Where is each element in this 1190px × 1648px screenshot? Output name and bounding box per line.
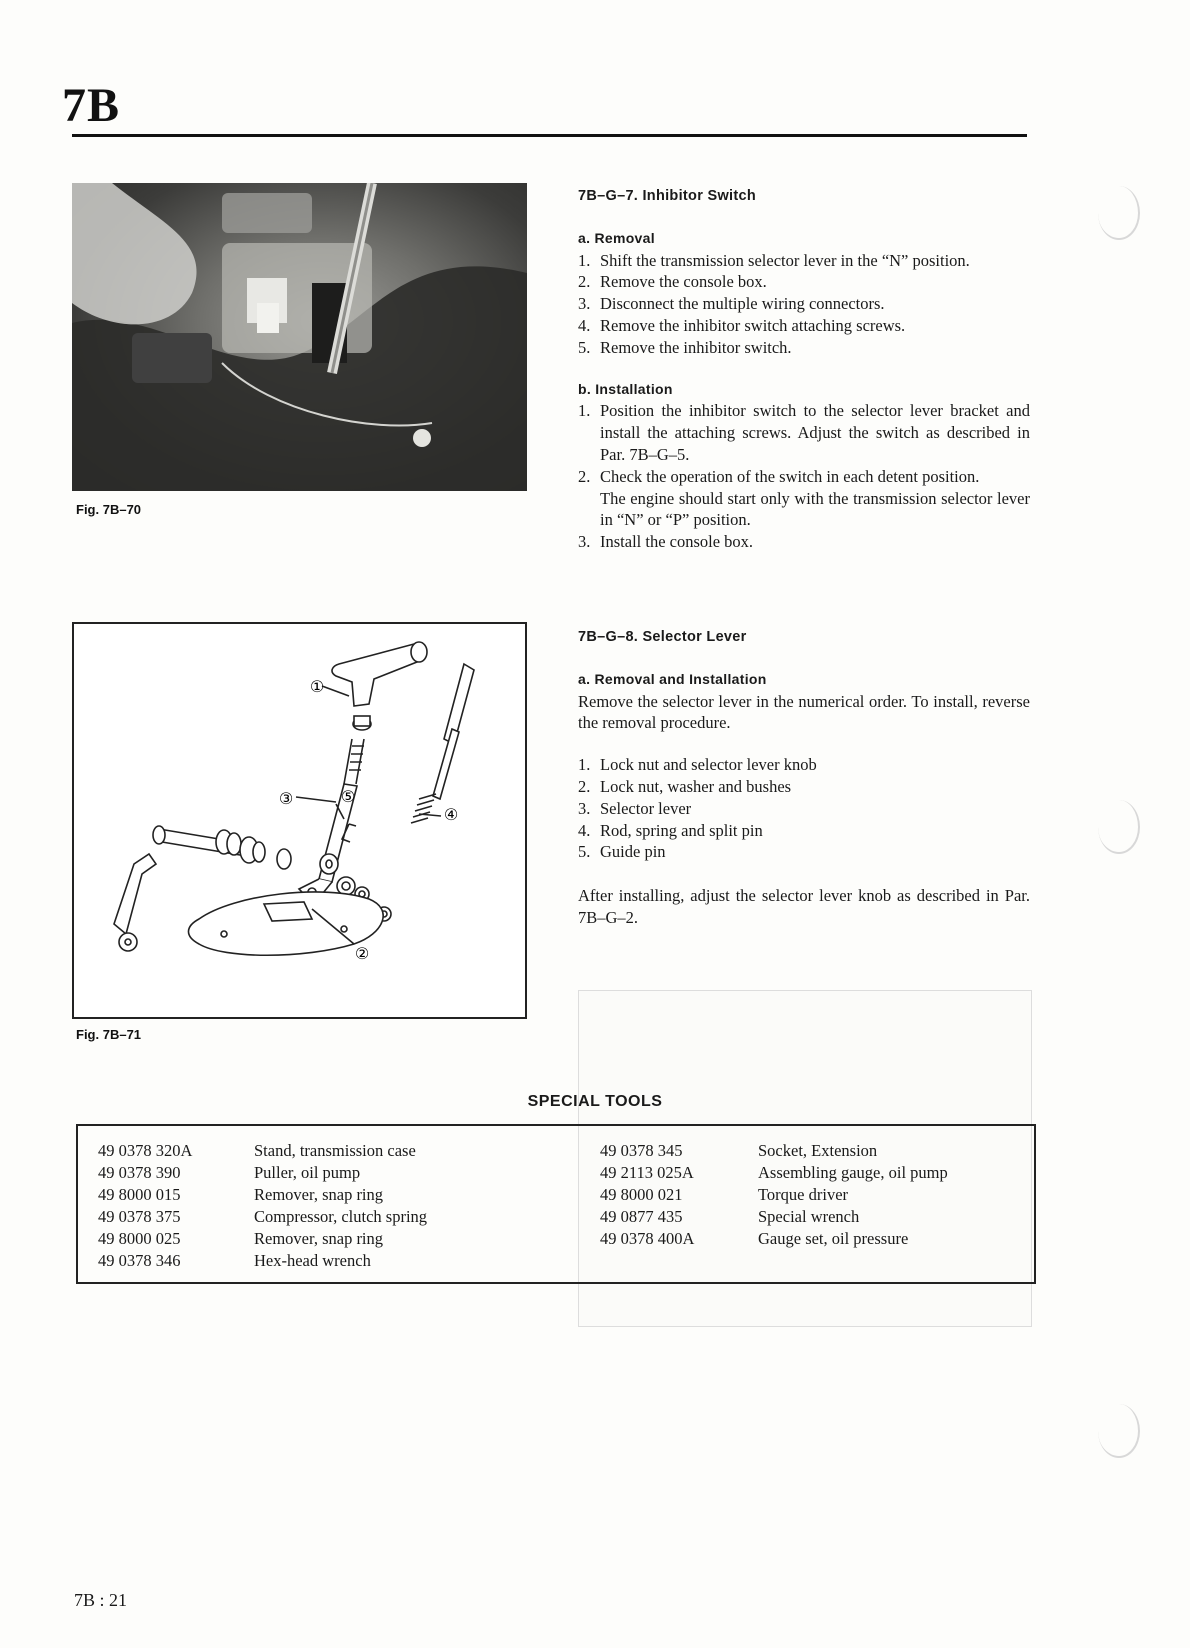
- part-item: 5. Guide pin: [578, 842, 666, 862]
- tool-row: 49 0378 400A Gauge set, oil pressure: [600, 1229, 909, 1248]
- inhibitor-title: 7B–G–7. Inhibitor Switch: [578, 188, 757, 204]
- tool-row: 49 0877 435 Special wrench: [600, 1207, 860, 1226]
- removal-heading: a. Removal: [578, 229, 655, 246]
- tool-row: 49 0378 375 Compressor, clutch spring: [98, 1207, 428, 1226]
- fig-71-diagram: [72, 622, 527, 1019]
- selector-title: 7B–G–8. Selector Lever: [578, 629, 747, 645]
- tool-row: 49 8000 021 Torque driver: [600, 1185, 849, 1204]
- fig-70-photo: [72, 183, 527, 491]
- selector-heading: a. Removal and Installation: [578, 670, 767, 687]
- tool-row: 49 2113 025A Assembling gauge, oil pump: [600, 1163, 948, 1182]
- tools-left-column: [98, 1140, 558, 1272]
- special-tools-table: [76, 1124, 1036, 1284]
- install-step: 2. Check the operation of the switch in each detent position.: [578, 466, 980, 486]
- fig-71-caption: Fig. 7B–71: [76, 1027, 142, 1042]
- binder-hole: [1098, 1404, 1140, 1458]
- tool-row: 49 8000 025 Remover, snap ring: [98, 1229, 384, 1248]
- tool-row: 49 0378 345 Socket, Extension: [600, 1141, 878, 1160]
- header-rule: [72, 134, 1027, 137]
- removal-step: 1. Shift the transmission selector lever in the “N” position.: [578, 250, 970, 270]
- install-note: The engine should start only with the transmission selector lever in “N” or “P” position.: [600, 488, 1030, 530]
- removal-step: 4. Remove the inhibitor switch attaching screws.: [578, 315, 906, 335]
- removal-step: 3. Disconnect the multiple wiring connectors.: [578, 294, 885, 314]
- selector-lever-exploded-view: [74, 624, 525, 1017]
- part-item: 1. Lock nut and selector lever knob: [578, 755, 817, 775]
- selector-lever-section: [578, 627, 1030, 929]
- callout-2: ②: [354, 944, 370, 963]
- callout-5: ⑤: [340, 787, 356, 806]
- part-item: 4. Rod, spring and split pin: [578, 820, 763, 840]
- inhibitor-switch-photo-illustration: [72, 183, 527, 491]
- after-install-note: After installing, adjust the selector lever knob as described in Par. 7B–G–2.: [578, 886, 1030, 927]
- inhibitor-switch-section: [578, 186, 1030, 553]
- install-step: 3. Install the console box.: [578, 532, 754, 552]
- callout-3: ③: [278, 789, 294, 808]
- tool-row: 49 0378 320A Stand, transmission case: [98, 1141, 416, 1160]
- fig-70-caption: Fig. 7B–70: [76, 502, 142, 517]
- tool-row: 49 0378 346 Hex-head wrench: [98, 1251, 371, 1270]
- tool-row: 49 8000 015 Remover, snap ring: [98, 1185, 384, 1204]
- install-step: 1. Position the inhibitor switch to the selector lever bracket and install the attaching screws. Adjust the switch as described in Par. 7B–G–5.: [578, 401, 1030, 464]
- callout-1: ①: [309, 677, 325, 696]
- removal-step: 2. Remove the console box.: [578, 272, 767, 292]
- part-item: 2. Lock nut, washer and bushes: [578, 776, 792, 796]
- page-number: 7B : 21: [74, 1590, 128, 1610]
- callout-4: ④: [443, 805, 459, 824]
- tool-row: 49 0378 390 Puller, oil pump: [98, 1163, 361, 1182]
- removal-step: 5. Remove the inhibitor switch.: [578, 337, 792, 357]
- installation-heading: b. Installation: [578, 380, 673, 397]
- part-item: 3. Selector lever: [578, 798, 692, 818]
- binder-hole: [1098, 800, 1140, 854]
- tools-right-column: [600, 1140, 1020, 1250]
- special-tools-title: SPECIAL TOOLS: [527, 1093, 663, 1110]
- binder-hole: [1098, 186, 1140, 240]
- selector-intro: Remove the selector lever in the numerical order. To install, reverse the removal procedure.: [578, 691, 1030, 733]
- section-tag: 7B: [62, 79, 121, 132]
